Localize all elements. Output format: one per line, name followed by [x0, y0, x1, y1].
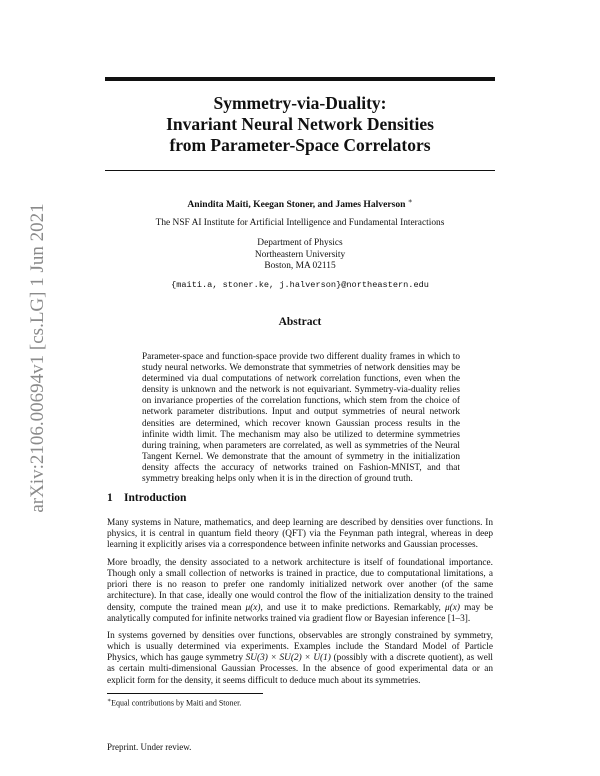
intro-paragraph-2-part-c: may be analytically computed for infinite networks trained via gradient flow or Bayesian inference [1–3].	[107, 602, 493, 624]
arxiv-identifier-stamp: arXiv:2106.00694v1 [cs.LG] 1 Jun 2021	[27, 203, 48, 513]
intro-paragraph-2-part-b: , and use it to make predictions. Remarkably,	[260, 602, 445, 613]
author-emails[interactable]: {maiti.a, stoner.ke, j.halverson}@northeastern.edu	[171, 280, 429, 290]
section-heading	[107, 492, 186, 504]
department-line-1: Department of Physics	[257, 238, 343, 248]
author-list	[100, 197, 500, 210]
trained-mean-symbol-2: μ(x)	[444, 602, 460, 613]
title-bottom-rule	[105, 170, 495, 171]
footnote-mark: ∗	[107, 698, 112, 704]
footnote	[107, 697, 241, 708]
footnote-text: Equal contributions by Maiti and Stoner.	[111, 698, 242, 708]
intro-paragraph-3-part-b: (possibly with a discrete quotient), as well as certain multi-dimensional Gaussian Processes. In the absence of good experimental data or an explicit form for the density, it seems difficult to deduce much about its symmetries.	[107, 653, 493, 686]
intro-paragraph-3	[107, 631, 493, 687]
title-top-rule	[105, 77, 495, 81]
title-line-2: Invariant Neural Network Densities	[166, 114, 434, 134]
department-line-2: Northeastern University	[254, 249, 346, 260]
department-line-3: Boston, MA 02115	[264, 261, 336, 271]
title-line-3: from Parameter-Space Correlators	[169, 135, 431, 155]
title-line-1: Symmetry-via-Duality:	[213, 93, 387, 113]
trained-mean-symbol: μ(x)	[245, 602, 261, 613]
author-names: Anindita Maiti, Keegan Stoner, and James Halverson	[187, 199, 406, 211]
paper-title	[100, 93, 500, 156]
preprint-note: Preprint. Under review.	[107, 742, 192, 752]
intro-paragraph-1: Many systems in Nature, mathematics, and deep learning are described by densities over functions. In physics, it is central in quantum field theory (QFT) via the Feynman path integral, whereas in deep learning it explicitly arises via a correspondence between infinite networks and Gaussian processes.	[107, 518, 493, 551]
intro-paragraph-2-part-a: More broadly, the density associated to a network architecture is itself of foundational importance. Though only a small collection of networks is trained in practice, due to computational limitations, a priori there is no reason to prefer one randomly initialized network over another (of the same architecture). In that case, ideally one would control the flow of the initialization density to the trained density, compute the trained mean	[107, 558, 493, 613]
institute-affiliation: The NSF AI Institute for Artificial Intelligence and Fundamental Interactions	[155, 218, 445, 228]
footnote-rule	[107, 693, 263, 694]
gauge-group-expression: SU(3) × SU(2) × U(1)	[245, 653, 331, 664]
abstract-body: Parameter-space and function-space provide two different duality frames in which to study neural networks. We demonstrate that symmetries of network densities may be determined via dual computations of network correlation functions, even when the density is unknown and the network is not equivariant. Symmetry-via-duality relies on invariance properties of the correlation functions, which stem from the choice of network parameter distributions. Input and output symmetries of neural network densities are determined, which recover known Gaussian process results in the infinite width limit. The mechanism may also be utilized to determine symmetries during training, when parameters are correlated, as well as symmetries of the Neural Tangent Kernel. We demonstrate that the amount of symmetry in the initialization density affects the accuracy of networks trained on Fashion-MNIST, and that symmetry breaking helps only when it is in the direction of ground truth.	[142, 352, 460, 485]
department-affiliation	[100, 238, 500, 273]
abstract-heading: Abstract	[278, 316, 322, 328]
intro-paragraph-3-part-a: In systems governed by densities over functions, observables are strongly constrained by symmetry, which is usually determined via experiments. Examples include the Standard Model of Particle Physics, which has gauge symmetry	[107, 631, 493, 664]
author-footnote-mark: ∗	[407, 197, 413, 205]
section-number: 1	[107, 492, 113, 504]
section-title: Introduction	[124, 492, 187, 504]
intro-paragraph-2	[107, 558, 493, 625]
